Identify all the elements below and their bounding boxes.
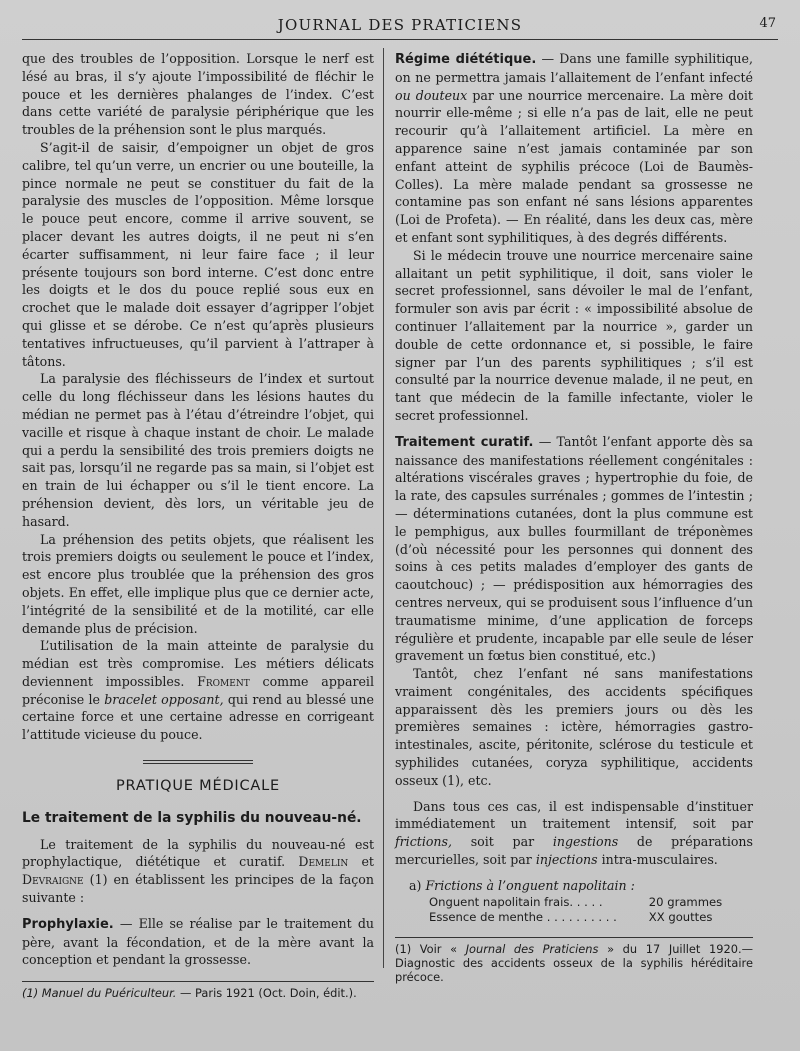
section-heading	[22, 760, 374, 796]
paragraph	[395, 798, 753, 869]
author-name: Devraigne	[22, 872, 84, 888]
paragraph	[22, 915, 374, 969]
header-rule	[22, 39, 778, 40]
footnote-rule	[395, 937, 753, 938]
footnote-title: (1) Manuel du Puériculteur.	[22, 986, 177, 1001]
text-run: (1) Voir «	[395, 941, 458, 956]
left-column	[22, 50, 374, 1000]
article-title: Le traitement de la syphilis du nouveau-né.	[22, 809, 362, 826]
right-column	[395, 50, 753, 984]
text-run: » du 17 Juillet 1920.— Diagnostic des accidents osseux de la syphilis héréditaire précoce.	[395, 941, 754, 984]
footnote-rule	[22, 981, 374, 982]
author-name: Demelin	[298, 854, 349, 870]
section-ornament-rule	[143, 760, 253, 764]
paragraph: La préhension des petits objets, que réalisent les trois premiers doigts ou seulement le pouce et l’index, est encore plus troublée que la préhension des gros objets. En effet, elle implique plus que ce dernier acte, l’intégrité de la sensibilité et de la motilité, car elle demande plus de précision.	[22, 531, 374, 636]
paragraph	[395, 433, 753, 665]
run-in-heading: Prophylaxie.	[22, 916, 114, 932]
prescription-table	[429, 895, 728, 925]
emphasis-text: frictions,	[395, 834, 453, 850]
run-in-heading: Régime diététique.	[395, 52, 537, 67]
text-run: — Tantôt l’enfant apporte dès sa naissance des manifestations réellement congénitales : altérations viscérales graves ; hypertrophie du foie, de la rate, des capsules surrénales ; gommes de l’intestin ; — déterminations cutanées, dont la plus commune est le pemphigus, aux bulles fourmillant de tréponèmes (d’où nécessité pour les personnes qui donnent des soins à ces petits malades d’employer des gants de caoutchouc) ; — prédisposition aux hémorragies des centres nerveux, qui se produisent sous l’influence d’un traumatisme minime, d’une application de forceps régulière et prudente, incapable par elle seule de léser gravement un fœtus bien constitué, etc.)	[395, 433, 753, 664]
text-run: Dans tous ces cas, il est indispensable d’instituer immédiatement un traitement intensif, soit par	[395, 798, 753, 832]
text-run: — Dans une famille syphilitique, on ne permettra jamais l’allaitement de l’enfant infecté	[395, 51, 753, 85]
page-header	[22, 14, 778, 36]
footnote	[22, 986, 374, 1000]
ingredient: Essence de menthe . . . . . . . . . .	[429, 909, 617, 924]
text-run: de préparations mercurielles, soit par	[395, 834, 754, 868]
prescription-title: Frictions à l’onguent napolitain :	[425, 877, 635, 893]
text-run: par une nourrice mercenaire. La mère doit nourrir elle-même ; si elle n’a pas de lait, elle ne peut recourir qu’à l’allaitement artificiel. La mère en apparence saine n’est jamais contaminée par son enfant atteint de syphilis précoce (Loi de Baumès-Colles). La mère malade pendant sa grossesse ne contamine pas son enfant né sans lésions apparentes (Loi de Profeta). — En réalité, dans les deux cas, mère et enfant sont syphilitiques, à des degrés différents.	[395, 87, 753, 245]
prescription-heading	[395, 877, 753, 895]
text-run: qui rend au blessé une certaine force et une certaine adresse en corrigeant l’attitude vicieuse du pouce.	[22, 691, 374, 743]
section-title: PRATIQUE MÉDICALE	[116, 778, 280, 795]
text-run: et	[361, 854, 374, 870]
paragraph: S’agit-il de saisir, d’empoigner un objet de gros calibre, tel qu’un verre, un encrier ou une bouteille, la pince normale ne peut se constituer du fait de la paralysie des muscles de l’opposition. Même lorsque le pouce peut encore, comme il arrive souvent, se placer devant les autres doigts, il ne peut ni s’en écarter suffisamment, ni leur faire face ; il leur présente toujours son bord interne. C’est donc entre les doigts et le dos du pouce replié sous eux en crochet que le malade doit essayer d’agripper l’objet qui glisse et se dérobe. Ce n’est qu’après plusieurs tentatives infructueuses, qu’il parvient à l’attraper à tâtons.	[22, 139, 374, 369]
text-run: — Elle se réalise par le traitement du père, avant la fécondation, et de la mère avant la conception et pendant la grossesse.	[22, 915, 374, 968]
page-number: 47	[759, 16, 776, 31]
footnote-title: Journal des Praticiens	[465, 941, 599, 956]
paragraph: La paralysie des fléchisseurs de l’index et surtout celle du long fléchisseur dans les lésions hautes du médian ne permet pas à l’étau d’étreindre l’objet, qui vacille et risque à chaque instant de choir. Le malade qui a perdu la sensibilité des trois premiers doigts ne sait pas, lorsqu’il ne regarde pas sa main, si l’objet est en train de lui échapper ou s’il le tient encore. La préhension devient, dès lors, un véritable jeu de hasard.	[22, 371, 374, 529]
column-divider	[383, 48, 384, 968]
paragraph: Tantôt, chez l’enfant né sans manifestations vraiment congénitales, des accidents spécifiques apparaissent dès les premiers jours ou dès les premières semaines : ictère, hémorragies gastro-intestinales, ascite, péritonite, sclérose du testicule et syphilides cutanées, coryza syphilitique, accidents osseux (1), etc.	[395, 666, 753, 788]
paragraph	[395, 50, 753, 247]
emphasis-text: bracelet opposant,	[104, 691, 224, 707]
text-run: soit par	[470, 834, 535, 850]
emphasis-text: ingestions	[552, 834, 619, 850]
emphasis-text: injections	[535, 852, 598, 868]
prescription-row	[429, 895, 728, 910]
text-run: — Paris 1921 (Oct. Doin, édit.).	[180, 986, 357, 1001]
text-run: comme appareil préconise le	[22, 673, 374, 707]
run-in-heading: Traitement curatif.	[395, 434, 534, 450]
author-name: Froment	[197, 673, 250, 689]
text-run: L’utilisation de la main atteinte de paralysie du médian est très compromise. Les métiers délicats deviennent impossibles.	[22, 638, 374, 689]
prescription-row	[429, 910, 728, 925]
ingredient: Onguent napolitain frais. . . . .	[429, 894, 603, 909]
prescription-marker: a)	[409, 877, 422, 893]
paragraph: que des troubles de l’opposition. Lorsque le nerf est lésé au bras, il s’y ajoute l’impossibilité de fléchir le pouce et les dernières phalanges de l’index. C’est dans cette variété de paralysie périphérique que les troubles de la préhension sont le plus marqués.	[22, 51, 374, 138]
prescription	[395, 877, 753, 925]
paragraph	[22, 836, 374, 907]
footnote	[395, 942, 753, 984]
quantity: 20 grammes	[648, 894, 723, 909]
quantity: XX gouttes	[648, 909, 713, 924]
paragraph	[22, 637, 374, 744]
paragraph: Si le médecin trouve une nourrice mercenaire saine allaitant un petit syphilitique, il doit, sans violer le secret professionnel, sans dévoiler le mal de l’enfant, formuler son avis par écrit : « impossibilité absolue de continuer l’allaitement par la nourrice », garder un double de cette ordonnance et, si possible, le faire signer par l’un des parents syphilitiques ; s’il est consulté par la nourrice devenue malade, il ne peut, en tant que médecin de la famille infectante, violer le secret professionnel.	[395, 247, 753, 423]
text-run: Le traitement de la syphilis du nouveau-né est prophylactique, diététique et curatif.	[22, 836, 374, 870]
text-run: intra-musculaires.	[601, 852, 718, 868]
text-run: (1) en établissent les principes de la façon suivante :	[22, 872, 374, 906]
journal-title: JOURNAL DES PRATICIENS	[277, 16, 523, 34]
emphasis-text: ou douteux	[395, 87, 468, 103]
